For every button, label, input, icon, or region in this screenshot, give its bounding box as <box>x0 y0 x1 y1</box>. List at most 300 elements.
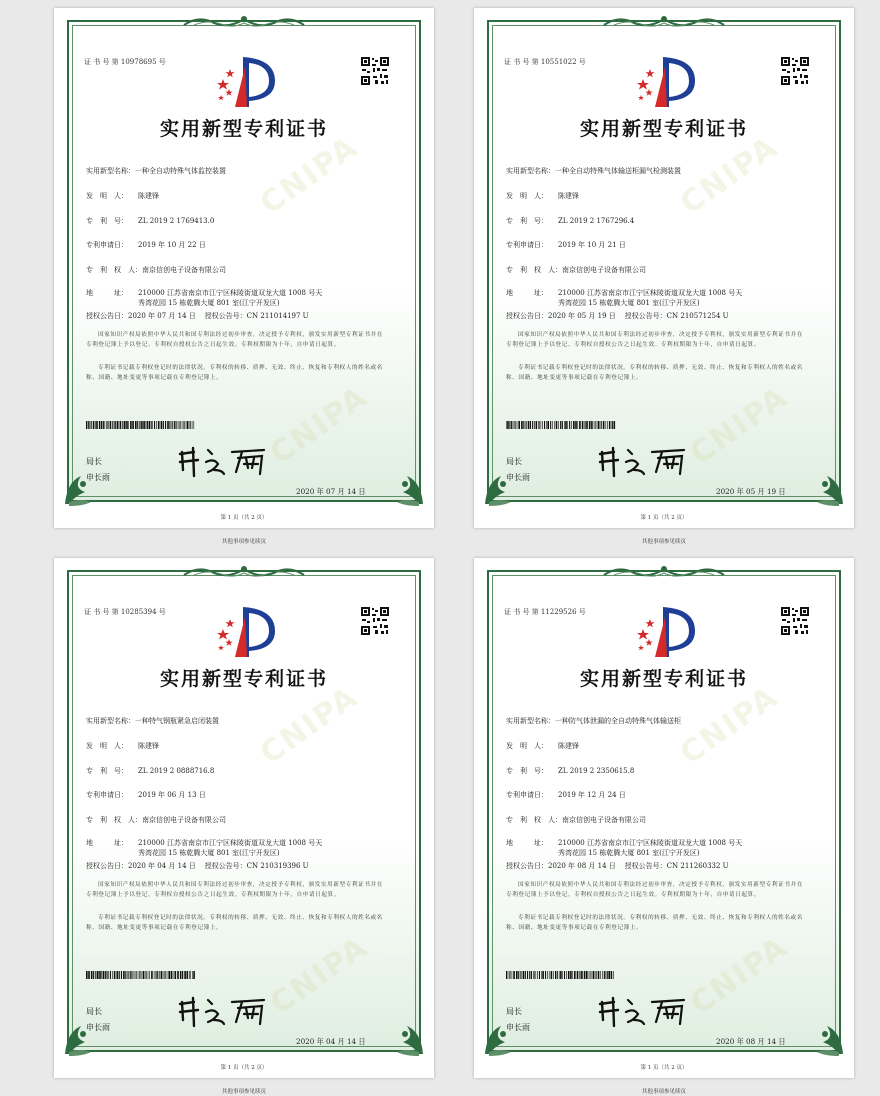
barcode-bar <box>176 421 177 429</box>
field-value: 2020 年 05 月 19 日 <box>548 312 616 320</box>
barcode-bar <box>511 421 512 429</box>
barcode-bar <box>508 971 509 979</box>
barcode-bar <box>112 421 113 429</box>
barcode-bar <box>570 971 572 979</box>
barcode-bar <box>97 971 99 979</box>
barcode-bar <box>557 971 558 979</box>
grant-paragraph: 国家知识产权局依照中华人民共和国专利法经过初步审查，决定授予专利权，颁发实用新型专利证书并在专利登记簿上予以登记。专利权自授权公告之日起生效。专利权期限为十年，自申请日起算。 <box>86 332 383 348</box>
barcode-bar <box>114 971 116 979</box>
barcode-bar <box>168 971 170 979</box>
field-label: 专 利 号： <box>506 217 548 225</box>
barcode-bar <box>146 421 147 429</box>
director-name: 申长雨 <box>506 473 530 482</box>
field-value: 2019 年 12 月 24 日 <box>558 791 626 799</box>
field-label: 专利申请日： <box>506 241 548 249</box>
barcode-bar <box>573 421 575 429</box>
barcode-bar <box>542 971 544 979</box>
frame-ornament-icon <box>599 563 729 579</box>
filing-date-field <box>86 790 206 800</box>
patent-certificate-3 <box>54 558 434 1095</box>
barcode-bar <box>186 421 187 429</box>
barcode-bar <box>611 971 613 979</box>
barcode-bar <box>590 971 591 979</box>
barcode-bar <box>506 421 507 429</box>
continuation-note: 其他事项参见续页 <box>641 539 686 545</box>
barcode-bar <box>539 971 540 979</box>
barcode-bar <box>91 971 93 979</box>
barcode-bar <box>538 421 539 429</box>
patent-number-field <box>506 766 634 776</box>
inventor-field <box>506 741 579 751</box>
corner-ornament-icon <box>381 1012 427 1058</box>
barcode-bar <box>603 421 605 429</box>
barcode-bar <box>151 421 152 429</box>
announcement-number: 授权公告号：CN 211014197 U <box>204 312 309 320</box>
field-label: 专 利 权 人： <box>86 266 142 274</box>
field-label: 地 址： <box>86 839 128 847</box>
barcode-bar <box>157 971 158 979</box>
frame-ornament-icon <box>599 13 729 29</box>
barcode-bar <box>96 421 98 429</box>
barcode-bar <box>509 421 510 429</box>
barcode-bar <box>582 421 584 429</box>
barcode-bar <box>613 971 614 979</box>
barcode-bar <box>88 971 90 979</box>
barcode-bar <box>101 421 103 429</box>
barcode-bar <box>123 971 125 979</box>
barcode-bar <box>595 421 596 429</box>
field-value: 一种特气钢瓶紧急启闭装置 <box>135 717 219 725</box>
barcode-bar <box>555 971 556 979</box>
barcode-bar <box>558 421 559 429</box>
barcode-bar <box>99 421 100 429</box>
field-value: 南京信创电子设备有限公司 <box>142 266 226 274</box>
field-label: 授权公告日： <box>86 312 128 320</box>
barcode-bar <box>545 971 546 979</box>
barcode-bar <box>107 421 108 429</box>
barcode-bar <box>110 421 112 429</box>
field-label: 授权公告日： <box>506 312 548 320</box>
barcode-bar <box>536 971 537 979</box>
barcode-bar <box>614 421 616 429</box>
field-value: 南京信创电子设备有限公司 <box>562 816 646 824</box>
barcode-bar <box>547 421 549 429</box>
barcode-bar <box>577 971 579 979</box>
certificate-title: 实用新型专利证书 <box>579 668 748 690</box>
barcode-bar <box>534 421 535 429</box>
barcode-bar <box>506 971 507 979</box>
corner-ornament-icon <box>801 1012 847 1058</box>
barcode-bar <box>596 971 597 979</box>
address-line: 210000 江苏省南京市江宁区秣陵街道双龙大道 1008 号天 <box>138 289 323 297</box>
patent-number-field <box>86 216 214 226</box>
page-number: 第 1 页（共 2 页） <box>220 1065 268 1071</box>
barcode-bar <box>593 971 595 979</box>
barcode-bar <box>527 971 528 979</box>
barcode-bar <box>141 421 143 429</box>
cnipa-watermark-icon: CNIPA <box>263 379 375 472</box>
barcode-bar <box>187 421 189 429</box>
barcode-bar <box>86 421 87 429</box>
field-label: 发 明 人： <box>86 192 128 200</box>
barcode-bar <box>108 971 109 979</box>
barcode-bar <box>128 421 129 429</box>
barcode-bar <box>579 971 580 979</box>
barcode-bar <box>589 971 590 979</box>
field-value: 2020 年 04 月 14 日 <box>128 862 196 870</box>
barcode-bar <box>134 971 135 979</box>
barcode-bar <box>507 421 509 429</box>
legal-status-paragraph: 专利证书记载专利权登记时的法律状况。专利权的转移、质押、无效、终止、恢复和专利权人的姓名或名称、国籍、地址变更等事项记载在专利登记簿上。 <box>86 365 383 381</box>
barcode-bar <box>135 421 137 429</box>
barcode-bar <box>99 971 101 979</box>
signature-icon <box>594 440 690 480</box>
director-name: 申长雨 <box>86 1023 110 1032</box>
barcode-bar <box>119 971 120 979</box>
barcode-bar <box>180 971 181 979</box>
barcode-bar <box>165 421 166 429</box>
field-label: 专 利 号： <box>86 217 128 225</box>
utility-model-name-field <box>86 166 226 176</box>
barcode-bar <box>190 971 191 979</box>
cnipa-logo-icon <box>213 53 275 111</box>
address-field <box>86 838 322 858</box>
barcode-bar <box>105 421 106 429</box>
barcode-bar <box>594 421 595 429</box>
barcode-bar <box>143 971 145 979</box>
field-value: ZL 2019 2 2350615.8 <box>558 767 635 775</box>
barcode-icon <box>506 971 614 979</box>
barcode-bar <box>126 421 128 429</box>
barcode-bar <box>518 971 519 979</box>
barcode-icon <box>86 421 194 429</box>
patent-certificate-2 <box>474 8 854 545</box>
barcode-icon <box>506 421 614 429</box>
barcode-bar <box>531 971 532 979</box>
field-label: 专利申请日： <box>86 791 128 799</box>
barcode-bar <box>575 421 577 429</box>
field-label: 专 利 号： <box>86 767 128 775</box>
barcode-bar <box>135 971 136 979</box>
field-value: 2020 年 07 月 14 日 <box>128 312 196 320</box>
barcode-bar <box>110 971 111 979</box>
field-label: 专 利 权 人： <box>506 266 562 274</box>
announcement-number: 授权公告号：CN 211260332 U <box>624 862 729 870</box>
address-line: 秀湾花园 15 栋乾腾大厦 801 室(江宁开发区) <box>558 299 700 307</box>
patent-certificate-1 <box>54 8 434 545</box>
barcode-bar <box>516 971 518 979</box>
barcode-bar <box>154 971 155 979</box>
barcode-bar <box>167 421 169 429</box>
address-line: 秀湾花园 15 栋乾腾大厦 801 室(江宁开发区) <box>138 299 280 307</box>
barcode-bar <box>121 971 122 979</box>
corner-ornament-icon <box>381 462 427 508</box>
patent-certificate-4 <box>474 558 854 1095</box>
utility-model-name-field <box>506 166 681 176</box>
barcode-bar <box>565 421 567 429</box>
continuation-note: 其他事项参见续页 <box>221 539 266 545</box>
barcode-bar <box>177 971 179 979</box>
barcode-bar <box>600 971 601 979</box>
grant-paragraph: 国家知识产权局依照中华人民共和国专利法经过初步审查，决定授予专利权，颁发实用新型专利证书并在专利登记簿上予以登记。专利权自授权公告之日起生效。专利权期限为十年，自申请日起算。 <box>86 882 383 898</box>
address-field <box>506 288 742 308</box>
qr-code-icon <box>360 56 390 86</box>
barcode-bar <box>163 421 164 429</box>
field-label: 实用新型名称： <box>86 167 135 175</box>
barcode-bar <box>147 421 149 429</box>
signature-icon <box>594 990 690 1030</box>
director-title: 局长 <box>86 457 102 466</box>
barcode-bar <box>513 971 515 979</box>
inventor-field <box>86 741 159 751</box>
barcode-bar <box>189 971 190 979</box>
legal-status-paragraph: 专利证书记载专利权登记时的法律状况。专利权的转移、质押、无效、终止、恢复和专利权人的姓名或名称、国籍、地址变更等事项记载在专利登记簿上。 <box>86 915 383 931</box>
barcode-bar <box>95 971 96 979</box>
barcode-bar <box>607 971 608 979</box>
barcode-bar <box>597 421 598 429</box>
barcode-bar <box>172 421 173 429</box>
grant-paragraph: 国家知识产权局依照中华人民共和国专利法经过初步审查，决定授予专利权，颁发实用新型专利证书并在专利登记簿上予以登记。专利权自授权公告之日起生效。专利权期限为十年，自申请日起算。 <box>506 332 803 348</box>
barcode-bar <box>165 971 166 979</box>
barcode-bar <box>564 971 565 979</box>
address-line: 秀湾花园 15 栋乾腾大厦 801 室(江宁开发区) <box>138 849 280 857</box>
field-label: 发 明 人： <box>506 742 548 750</box>
barcode-bar <box>541 971 542 979</box>
certificate-title: 实用新型专利证书 <box>579 118 748 140</box>
barcode-bar <box>192 421 193 429</box>
barcode-bar <box>554 421 555 429</box>
barcode-bar <box>542 421 543 429</box>
barcode-bar <box>546 421 547 429</box>
field-label: 专利申请日： <box>506 791 548 799</box>
barcode-bar <box>537 971 538 979</box>
barcode-bar <box>149 421 150 429</box>
field-value: 2019 年 06 月 13 日 <box>138 791 206 799</box>
barcode-bar <box>574 971 576 979</box>
barcode-bar <box>549 971 550 979</box>
field-value: 2019 年 10 月 21 日 <box>558 241 626 249</box>
barcode-bar <box>552 421 553 429</box>
field-value: 陈建锋 <box>558 192 579 200</box>
barcode-bar <box>523 421 524 429</box>
barcode-bar <box>132 421 134 429</box>
barcode-bar <box>532 421 533 429</box>
director-title: 局长 <box>506 1007 522 1016</box>
barcode-bar <box>606 421 607 429</box>
cnipa-watermark-icon: CNIPA <box>263 929 375 1022</box>
certificate-title: 实用新型专利证书 <box>159 118 328 140</box>
certificate-number: 证 书 号 第 10551022 号 <box>504 58 586 66</box>
issue-date: 2020 年 05 月 19 日 <box>716 487 786 496</box>
barcode-bar <box>169 421 170 429</box>
field-value <box>138 288 322 308</box>
barcode-bar <box>584 971 586 979</box>
field-label: 实用新型名称： <box>506 717 555 725</box>
field-label: 专 利 权 人： <box>86 816 142 824</box>
director-block <box>86 454 110 486</box>
barcode-bar <box>192 971 193 979</box>
frame-ornament-icon <box>179 563 309 579</box>
issue-date: 2020 年 07 月 14 日 <box>296 487 366 496</box>
barcode-bar <box>536 421 537 429</box>
barcode-bar <box>530 421 531 429</box>
barcode-bar <box>122 421 123 429</box>
field-label: 实用新型名称： <box>86 717 135 725</box>
patentee-field <box>506 265 646 275</box>
qr-code-icon <box>360 606 390 636</box>
cnipa-watermark-icon: CNIPA <box>253 679 365 772</box>
frame-ornament-icon <box>179 13 309 29</box>
barcode-bar <box>103 421 104 429</box>
address-line: 秀湾花园 15 栋乾腾大厦 801 室(江宁开发区) <box>558 849 700 857</box>
barcode-bar <box>93 421 95 429</box>
field-value: 一种全自动特殊气体输送柜漏气检测装置 <box>555 167 681 175</box>
field-value: 陈建锋 <box>138 192 159 200</box>
barcode-bar <box>533 971 534 979</box>
barcode-bar <box>586 971 588 979</box>
barcode-bar <box>515 421 516 429</box>
barcode-bar <box>604 971 605 979</box>
barcode-bar <box>562 421 563 429</box>
barcode-bar <box>146 971 147 979</box>
barcode-bar <box>572 971 573 979</box>
barcode-bar <box>562 971 563 979</box>
address-line: 210000 江苏省南京市江宁区秣陵街道双龙大道 1008 号天 <box>558 839 743 847</box>
director-block <box>506 1004 530 1036</box>
barcode-bar <box>566 971 567 979</box>
signature-icon <box>174 440 270 480</box>
announcement-field <box>86 861 309 871</box>
patentee-field <box>86 815 226 825</box>
announcement-number: 授权公告号：CN 210571254 U <box>624 312 729 320</box>
barcode-bar <box>173 971 174 979</box>
address-line: 210000 江苏省南京市江宁区秣陵街道双龙大道 1008 号天 <box>138 839 323 847</box>
barcode-bar <box>120 421 122 429</box>
legal-status-paragraph: 专利证书记载专利权登记时的法律状况。专利权的转移、质押、无效、终止、恢复和专利权人的姓名或名称、国籍、地址变更等事项记载在专利登记簿上。 <box>506 365 803 381</box>
field-value: 2019 年 10 月 22 日 <box>138 241 206 249</box>
barcode-bar <box>564 421 565 429</box>
cnipa-watermark-icon: CNIPA <box>683 379 795 472</box>
barcode-bar <box>161 971 163 979</box>
barcode-bar <box>598 421 600 429</box>
qr-code-icon <box>780 606 810 636</box>
barcode-bar <box>581 971 583 979</box>
field-label: 专利申请日： <box>86 241 128 249</box>
barcode-bar <box>559 971 560 979</box>
barcode-bar <box>182 971 184 979</box>
field-label: 地 址： <box>506 839 548 847</box>
barcode-bar <box>107 971 108 979</box>
address-field <box>86 288 322 308</box>
continuation-note: 其他事项参见续页 <box>221 1089 266 1095</box>
cnipa-watermark-icon: CNIPA <box>253 129 365 222</box>
cnipa-watermark-icon: CNIPA <box>673 129 785 222</box>
barcode-bar <box>553 971 554 979</box>
cnipa-logo-icon <box>633 603 695 661</box>
barcode-bar <box>550 421 551 429</box>
barcode-bar <box>193 971 195 979</box>
barcode-bar <box>526 421 527 429</box>
barcode-bar <box>167 971 168 979</box>
barcode-bar <box>608 971 610 979</box>
barcode-bar <box>521 421 523 429</box>
barcode-bar <box>143 421 145 429</box>
barcode-bar <box>175 971 177 979</box>
barcode-bar <box>544 421 545 429</box>
barcode-bar <box>577 421 578 429</box>
field-label: 实用新型名称： <box>506 167 555 175</box>
barcode-bar <box>592 971 593 979</box>
field-value <box>138 838 322 858</box>
barcode-bar <box>117 971 119 979</box>
barcode-bar <box>130 971 131 979</box>
barcode-bar <box>520 971 521 979</box>
barcode-bar <box>525 971 526 979</box>
field-label: 专 利 号： <box>506 767 548 775</box>
barcode-bar <box>517 421 518 429</box>
barcode-bar <box>130 421 132 429</box>
barcode-bar <box>151 971 153 979</box>
director-title: 局长 <box>506 457 522 466</box>
barcode-bar <box>598 971 600 979</box>
field-label: 地 址： <box>506 289 548 297</box>
barcode-bar <box>187 971 189 979</box>
barcode-bar <box>105 971 106 979</box>
barcode-bar <box>571 421 572 429</box>
barcode-bar <box>184 971 186 979</box>
barcode-bar <box>179 421 180 429</box>
barcode-bar <box>591 421 593 429</box>
field-value: 一种全自动特殊气体监控装置 <box>135 167 226 175</box>
barcode-bar <box>528 421 530 429</box>
barcode-bar <box>512 971 513 979</box>
field-value: ZL 2019 2 0888716.8 <box>138 767 215 775</box>
field-label: 发 明 人： <box>506 192 548 200</box>
barcode-bar <box>611 421 612 429</box>
patent-number-field <box>86 766 214 776</box>
cnipa-logo-icon <box>633 53 695 111</box>
announcement-field <box>86 311 309 321</box>
barcode-bar <box>91 421 92 429</box>
barcode-bar <box>114 421 115 429</box>
barcode-bar <box>89 421 90 429</box>
announcement-field <box>506 311 729 321</box>
barcode-bar <box>152 421 153 429</box>
barcode-bar <box>101 971 102 979</box>
barcode-bar <box>585 421 586 429</box>
barcode-bar <box>148 971 149 979</box>
legal-status-paragraph: 专利证书记载专利权登记时的法律状况。专利权的转移、质押、无效、终止、恢复和专利权人的姓名或名称、国籍、地址变更等事项记载在专利登记簿上。 <box>506 915 803 931</box>
field-value <box>558 838 742 858</box>
barcode-bar <box>182 421 183 429</box>
barcode-bar <box>601 421 602 429</box>
director-block <box>506 454 530 486</box>
patent-number-field <box>506 216 634 226</box>
address-line: 210000 江苏省南京市江宁区秣陵街道双龙大道 1008 号天 <box>558 289 743 297</box>
page-number: 第 1 页（共 2 页） <box>640 1065 688 1071</box>
barcode-bar <box>589 421 591 429</box>
barcode-bar <box>139 421 140 429</box>
utility-model-name-field <box>506 716 681 726</box>
signature-icon <box>174 990 270 1030</box>
barcode-bar <box>171 971 173 979</box>
barcode-bar <box>534 971 535 979</box>
barcode-bar <box>154 421 155 429</box>
barcode-bar <box>586 421 588 429</box>
field-value: ZL 2019 2 1767296.4 <box>558 217 635 225</box>
barcode-bar <box>161 421 163 429</box>
barcode-bar <box>606 971 607 979</box>
